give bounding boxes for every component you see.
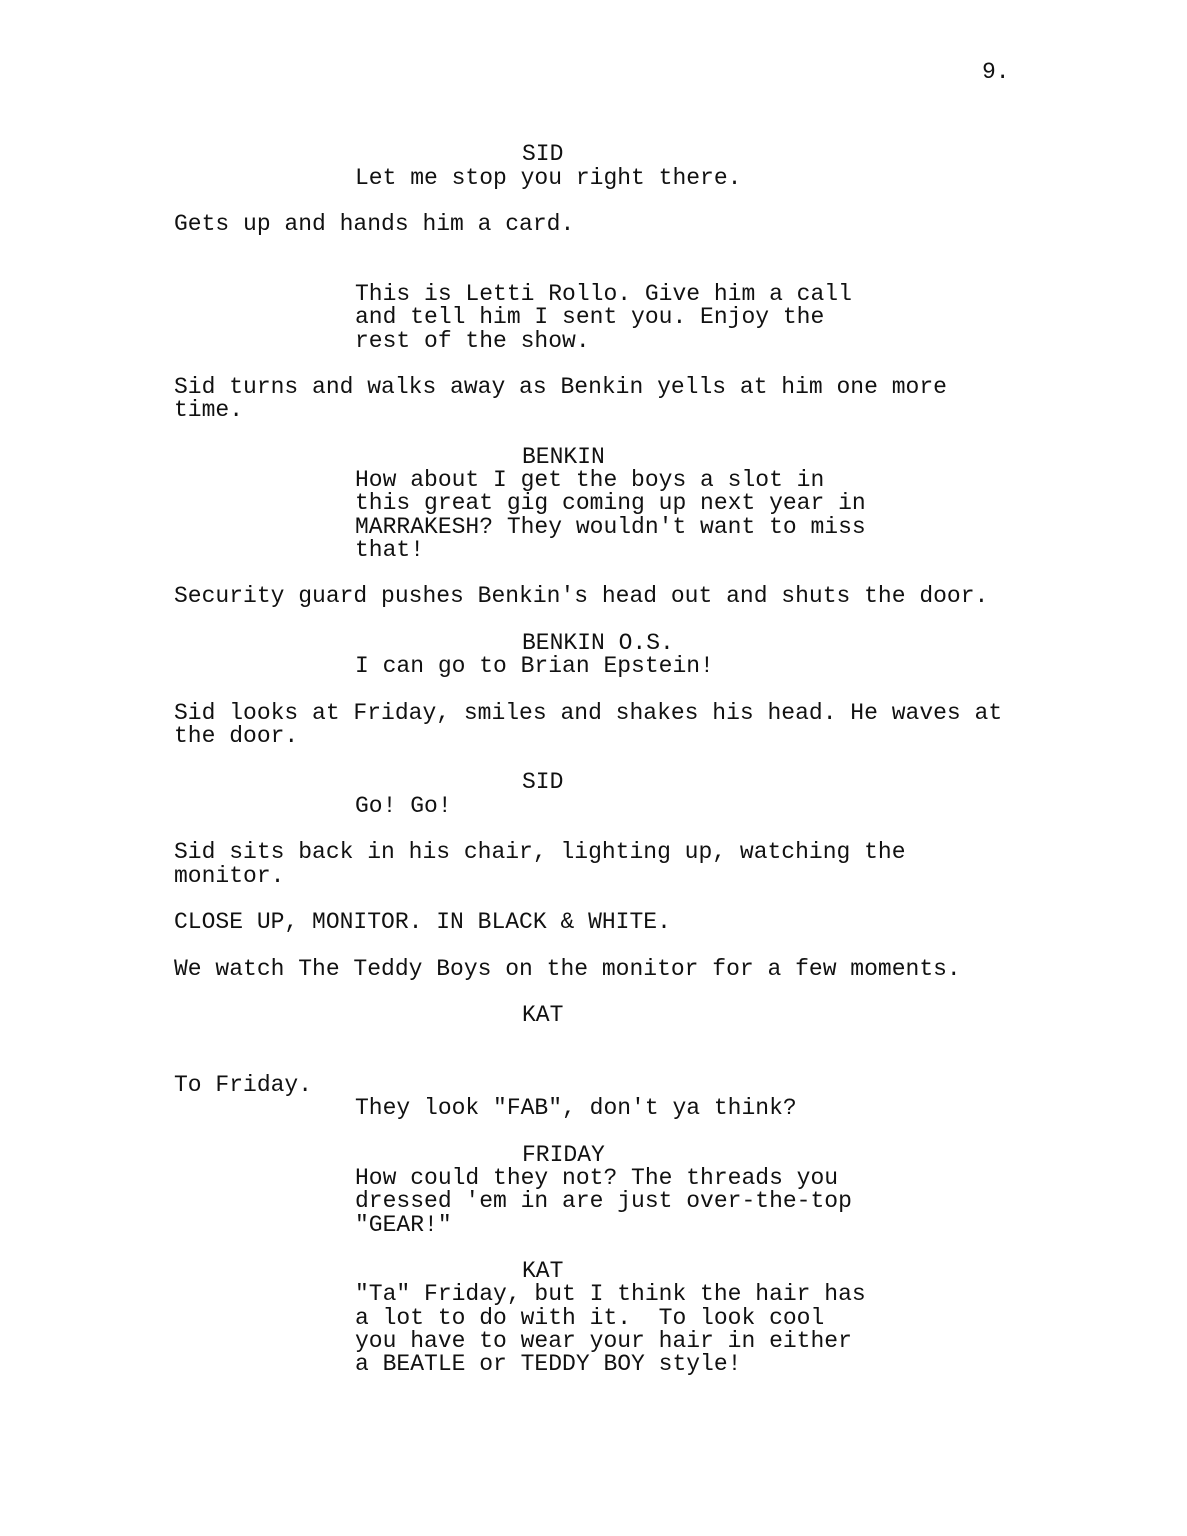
- dialogue-line: rest of the show.: [355, 328, 590, 354]
- dialogue-line: How about I get the boys a slot in: [355, 467, 825, 493]
- action-line: To Friday.: [174, 1072, 313, 1098]
- character-cue: BENKIN: [522, 444, 605, 470]
- action-line: CLOSE UP, MONITOR. IN BLACK & WHITE.: [174, 909, 671, 935]
- action-line: the door.: [174, 723, 299, 749]
- character-cue: KAT: [522, 1258, 564, 1284]
- dialogue-line: that!: [355, 537, 425, 563]
- dialogue-line: How could they not? The threads you: [355, 1165, 839, 1191]
- dialogue-line: Let me stop you right there.: [355, 165, 742, 191]
- action-line: Security guard pushes Benkin's head out and shuts the door.: [174, 583, 989, 609]
- action-line: Sid sits back in his chair, lighting up, watching the: [174, 839, 906, 865]
- dialogue-line: a BEATLE or TEDDY BOY style!: [355, 1351, 742, 1377]
- dialogue-line: They look "FAB", don't ya think?: [355, 1095, 797, 1121]
- action-line: We watch The Teddy Boys on the monitor for a few moments.: [174, 956, 961, 982]
- character-cue: SID: [522, 769, 564, 795]
- character-cue: FRIDAY: [522, 1142, 605, 1168]
- dialogue-line: you have to wear your hair in either: [355, 1328, 852, 1354]
- dialogue-line: "Ta" Friday, but I think the hair has: [355, 1281, 866, 1307]
- dialogue-line: I can go to Brian Epstein!: [355, 653, 714, 679]
- action-line: Sid turns and walks away as Benkin yells at him one more: [174, 374, 947, 400]
- dialogue-line: This is Letti Rollo. Give him a call: [355, 281, 852, 307]
- action-line: time.: [174, 397, 244, 423]
- character-cue: BENKIN O.S.: [522, 630, 674, 656]
- page-number: 9.: [982, 59, 1010, 85]
- dialogue-line: MARRAKESH? They wouldn't want to miss: [355, 514, 866, 540]
- action-line: Gets up and hands him a card.: [174, 211, 575, 237]
- action-line: monitor.: [174, 863, 285, 889]
- character-cue: KAT: [522, 1002, 564, 1028]
- dialogue-line: this great gig coming up next year in: [355, 490, 866, 516]
- dialogue-line: a lot to do with it. To look cool: [355, 1305, 825, 1331]
- dialogue-line: Go! Go!: [355, 793, 452, 819]
- dialogue-line: and tell him I sent you. Enjoy the: [355, 304, 825, 330]
- dialogue-line: dressed 'em in are just over-the-top: [355, 1188, 852, 1214]
- action-line: Sid looks at Friday, smiles and shakes his head. He waves at: [174, 700, 1003, 726]
- dialogue-line: "GEAR!": [355, 1212, 452, 1238]
- character-cue: SID: [522, 141, 564, 167]
